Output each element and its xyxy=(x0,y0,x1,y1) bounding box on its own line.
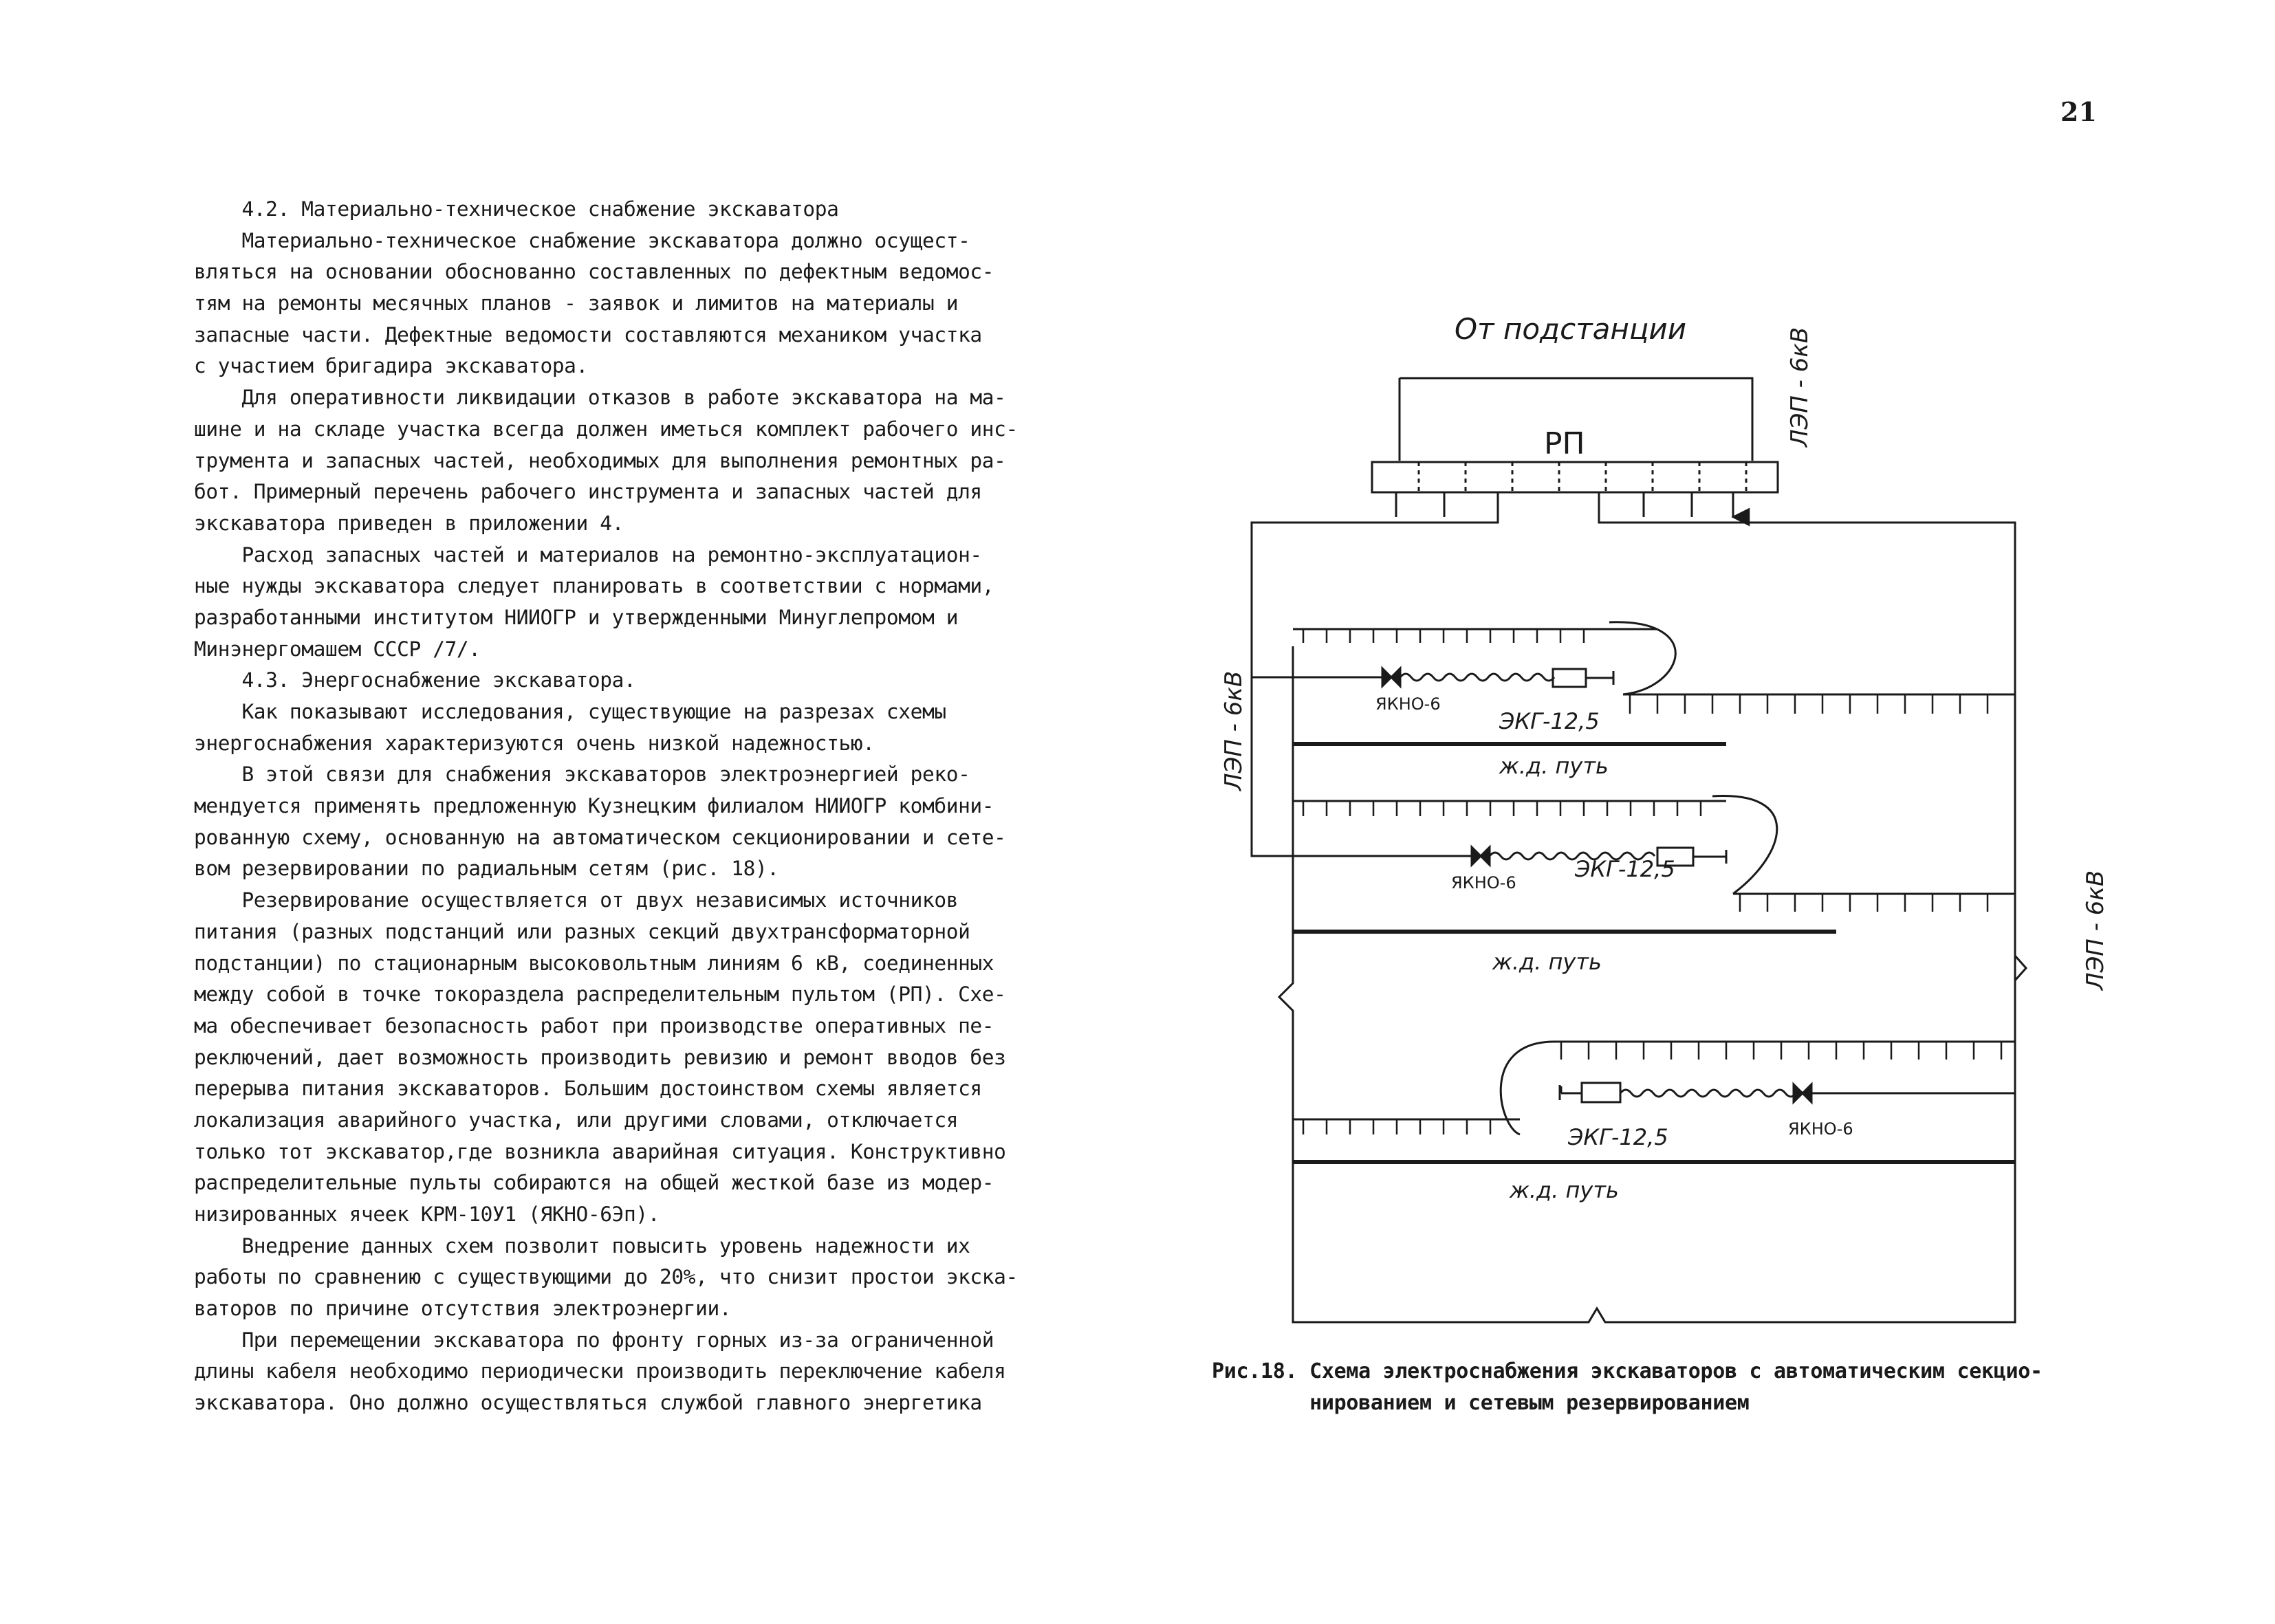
excavator-label-3: ЭКГ-12,5 xyxy=(1568,1124,1668,1150)
body-line: ма обеспечивает безопасность работ при производстве оперативных пе- xyxy=(194,1013,994,1038)
switch-label-2: ЯКНО-6 xyxy=(1451,873,1516,892)
body-line: экскаватора приведен в приложении 4. xyxy=(194,511,624,535)
body-line: тям на ремонты месячных планов - заявок и лимитов на материалы и xyxy=(194,292,959,316)
body-line: Резервирование осуществляется от двух независимых источников xyxy=(194,888,959,912)
body-line: энергоснабжения характеризуются очень низкой надежностью. xyxy=(194,731,875,755)
bench-2-curve xyxy=(1712,796,1777,894)
body-line: Как показывают исследования, существующие на разрезах схемы xyxy=(194,700,946,723)
body-line: длины кабеля необходимо периодически производить переключение кабеля xyxy=(194,1359,1006,1383)
switch-icon xyxy=(1794,1084,1811,1102)
body-line: питания (разных подстанций или разных секций двухтрансформаторной xyxy=(194,919,970,943)
excavator-assembly-1 xyxy=(1382,668,1613,687)
switch-label-1: ЯКНО-6 xyxy=(1375,694,1441,714)
body-line: шине и на складе участка всегда должен иметься комплект рабочего инс- xyxy=(194,417,1018,441)
caption-line-2: нированием и сетевым резервированием xyxy=(1212,1391,1750,1415)
body-line: работы по сравнению с существующими до 20%, что снизит простои экска- xyxy=(194,1265,1018,1289)
body-line: перерыва питания экскаваторов. Большим достоинством схемы является xyxy=(194,1077,982,1101)
body-line: между собой в точке токораздела распределительным пультом (РП). Схе- xyxy=(194,983,1006,1007)
rp-label: РП xyxy=(1544,426,1585,461)
lep-left-label: ЛЭП - 6кВ xyxy=(1220,670,1248,791)
body-line: Расход запасных частей и материалов на ремонтно-эксплуатацион- xyxy=(194,542,982,567)
body-line: бот. Примерный перечень рабочего инструмента и запасных частей для xyxy=(194,480,982,504)
page-number: 21 xyxy=(2060,96,2097,127)
excavator-label-2: ЭКГ-12,5 xyxy=(1575,856,1675,882)
excavator-label-1: ЭКГ-12,5 xyxy=(1499,708,1600,734)
body-line: 4.3. Энергоснабжение экскаватора. xyxy=(194,668,636,692)
switch-icon xyxy=(1472,847,1490,865)
excavator-body xyxy=(1582,1083,1620,1102)
body-line: экскаватора. Оно должно осуществляться службой главного энергетика xyxy=(194,1391,982,1415)
body-line: локализация аварийного участка, или другими словами, отключается xyxy=(194,1108,959,1132)
body-line: ваторов по причине отсутствия электроэнергии. xyxy=(194,1297,732,1321)
right-zigzag xyxy=(2015,956,2026,980)
from-substation-label: От подстанции xyxy=(1455,312,1687,346)
body-line: реключений, дает возможность производить ревизию и ремонт вводов без xyxy=(194,1045,1006,1069)
railway-label-2: ж.д. путь xyxy=(1492,949,1602,975)
body-line: В этой связи для снабжения экскаваторов электроэнергией реко- xyxy=(194,762,970,787)
body-line: Материально-техническое снабжение экскаватора должно осущест- xyxy=(194,228,970,252)
figure-caption xyxy=(1212,1356,2106,1419)
railway-label-3: ж.д. путь xyxy=(1510,1177,1619,1203)
body-line: Внедрение данных схем позволит повысить уровень надежности их xyxy=(194,1233,970,1258)
body-line: Для оперативности ликвидации отказов в работе экскаватора на ма- xyxy=(194,386,1006,410)
excavator-body xyxy=(1553,669,1586,687)
body-line: вляться на основании обоснованно составленных по дефектным ведомос- xyxy=(194,260,994,284)
bench-1-curve xyxy=(1609,622,1675,694)
body-line: При перемещении экскаватора по фронту горных из-за ограниченной xyxy=(194,1328,994,1352)
cable-wavy xyxy=(1620,1090,1796,1097)
rp-feeder-right xyxy=(1599,492,2015,1093)
body-line: ные нужды экскаватора следует планировать в соответствии с нормами, xyxy=(194,574,994,598)
railway-label-1: ж.д. путь xyxy=(1499,753,1609,779)
left-frame-line xyxy=(1279,646,2015,1322)
body-line: рованную схему, основанную на автоматическом секционировании и сете- xyxy=(194,825,1006,849)
body-line: разработанными институтом НИИОГР и утвержденными Минуглепромом и xyxy=(194,605,959,629)
body-line: с участием бригадира экскаватора. xyxy=(194,354,588,378)
cable-wavy xyxy=(1400,674,1554,681)
body-line: подстанции) по стационарным высоковольтным линиям 6 кВ, соединенных xyxy=(194,951,994,975)
body-line: трумента и запасных частей, необходимых для выполнения ремонтных ра- xyxy=(194,448,1006,472)
rp-panel xyxy=(1372,462,1778,492)
body-line: вом резервировании по радиальным сетям (рис. 18). xyxy=(194,857,779,881)
body-line: мендуется применять предложенную Кузнецким филиалом НИИОГР комбини- xyxy=(194,794,994,818)
body-line: запасные части. Дефектные ведомости составляются механиком участка xyxy=(194,322,982,347)
body-line: низированных ячеек КРМ-10У1 (ЯКНО-6Эп). xyxy=(194,1203,660,1226)
feeder-to-switch-2 xyxy=(1252,846,1472,856)
rp-cells xyxy=(1419,462,1746,492)
excavator-assembly-3 xyxy=(1560,1083,1811,1102)
body-line: 4.2. Материально-техническое снабжение экскаватора xyxy=(194,197,839,221)
rp-down-arrows xyxy=(1396,492,1733,517)
body-line: только тот экскаватор,где возникла аварийная ситуация. Конструктивно xyxy=(194,1139,1006,1163)
caption-line-1: Рис.18. Схема электроснабжения экскаваторов с автоматическим секцио- xyxy=(1212,1359,2043,1383)
body-line: Минэнергомашем СССР /7/. xyxy=(194,637,481,661)
switch-label-3: ЯКНО-6 xyxy=(1788,1119,1853,1139)
bench-3-curve xyxy=(1501,1042,1554,1134)
switch-icon xyxy=(1382,668,1400,686)
lep-right-label: ЛЭП - 6кВ xyxy=(2082,870,2109,990)
rp-feeder-left xyxy=(1252,492,1498,846)
body-line: распределительные пульты собираются на общей жесткой базе из модер- xyxy=(194,1171,994,1195)
lep-top-right-label: ЛЭП - 6кВ xyxy=(1786,327,1814,447)
